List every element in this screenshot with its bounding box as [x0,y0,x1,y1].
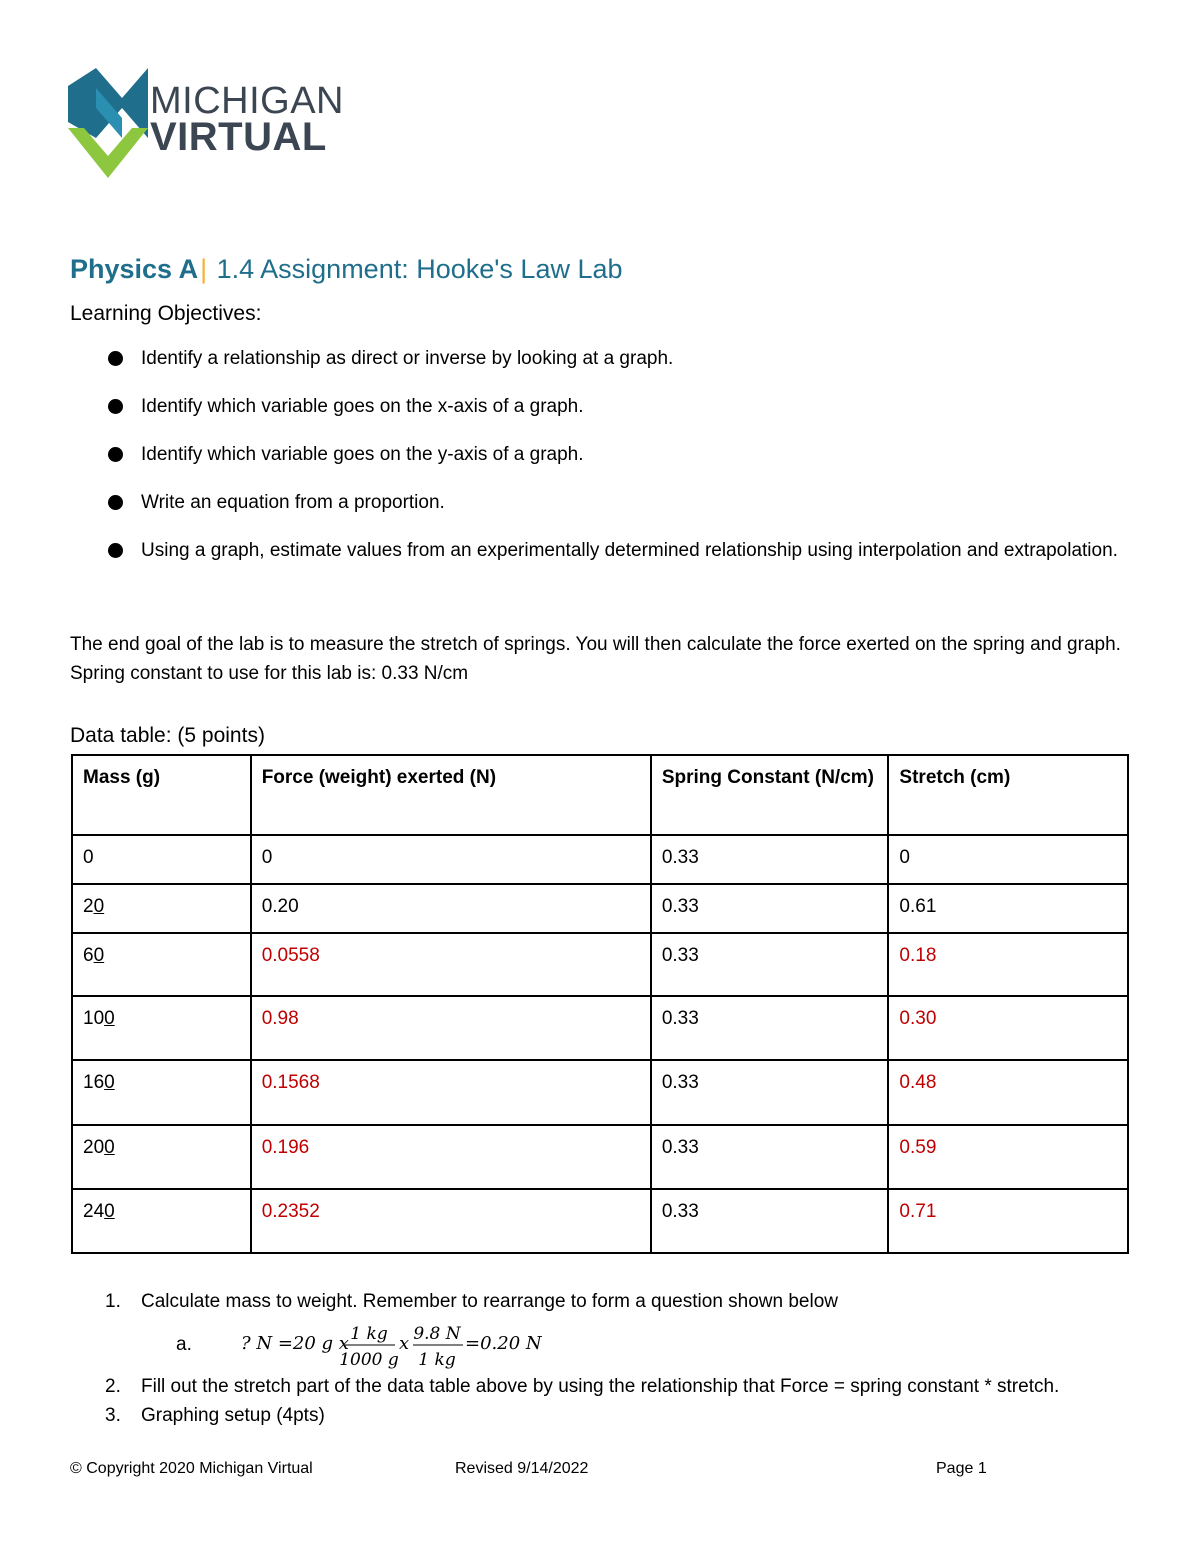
conversion-formula [141,1316,1135,1372]
logo-chevron [68,128,148,178]
logo-wordmark-line1: MICHIGAN [150,80,344,122]
stretch-cell: 0.59 [888,1125,1128,1189]
objective-item [108,484,1138,521]
bullet-icon [108,399,123,414]
learning-objectives-list [108,340,1138,580]
formula-times: x [399,1333,410,1354]
bullet-icon [108,543,123,558]
objective-item [108,532,1138,569]
instruction-item [105,1401,1135,1430]
force-cell: 0.20 [251,884,651,933]
step-number: 2. [105,1376,121,1397]
mass-cell: 240 [72,1189,251,1253]
column-header: Stretch (cm) [888,755,1128,835]
force-cell: 0.196 [251,1125,651,1189]
spring-constant-cell: 0.33 [651,835,889,884]
logo-wordmark-line2: VIRTUAL [150,115,327,159]
mass-cell: 60 [72,933,251,996]
stretch-cell: 0.48 [888,1060,1128,1125]
force-cell: 0 [251,835,651,884]
stretch-cell: 0 [888,835,1128,884]
instruction-item [105,1287,1135,1316]
spring-constant-cell: 0.33 [651,996,889,1060]
force-cell: 0.0558 [251,933,651,996]
stretch-cell: 0.61 [888,884,1128,933]
instruction-item [105,1372,1135,1401]
assignment-name: 1.4 Assignment: Hooke's Law Lab [216,254,623,284]
learning-objectives-heading: Learning Objectives: [70,302,262,325]
step-text: Calculate mass to weight. Remember to rearrange to form a question shown below [141,1291,839,1312]
spring-constant-cell: 0.33 [651,1060,889,1125]
objective-item [108,388,1138,425]
sub-item-label: a. [176,1334,192,1355]
objective-text: Identify which variable goes on the y-axis of a graph. [141,444,584,465]
spring-constant-cell: 0.33 [651,933,889,996]
instructions-list [105,1287,1135,1430]
stretch-cell: 0.30 [888,996,1128,1060]
table-row [72,996,1128,1060]
objective-item [108,436,1138,473]
fraction2-denominator: 1 kg [418,1350,456,1370]
column-header: Mass (g) [72,755,251,835]
fraction1-numerator: 1 kg [350,1324,388,1344]
mass-cell: 0 [72,835,251,884]
data-table [71,754,1129,1254]
force-cell: 0.2352 [251,1189,651,1253]
table-row [72,1060,1128,1125]
column-header: Spring Constant (N/cm) [651,755,889,835]
footer-page-number: Page 1 [936,1460,987,1477]
table-row [72,933,1128,996]
fraction2-numerator: 9.8 N [413,1324,461,1344]
stretch-cell: 0.18 [888,933,1128,996]
mass-cell: 160 [72,1060,251,1125]
bullet-icon [108,447,123,462]
table-row [72,884,1128,933]
table-row [72,1189,1128,1253]
spring-constant-cell: 0.33 [651,1125,889,1189]
mass-cell: 20 [72,884,251,933]
table-row [72,1125,1128,1189]
force-cell: 0.98 [251,996,651,1060]
step-number: 1. [105,1291,121,1312]
footer-copyright: © Copyright 2020 Michigan Virtual [70,1460,313,1477]
step-text: Fill out the stretch part of the data table above by using the relationship that Force = spring constant * stretch. [141,1376,1060,1397]
mass-cell: 100 [72,996,251,1060]
course-name: Physics A [70,254,199,284]
formula-rhs: =0.20 N [465,1333,542,1354]
column-header: Force (weight) exerted (N) [251,755,651,835]
objective-item [108,340,1138,377]
formula-math [241,1318,601,1372]
formula-lhs: ? N =20 g x [241,1333,349,1354]
force-cell: 0.1568 [251,1060,651,1125]
table-row [72,835,1128,884]
title-separator: | [200,254,208,284]
objective-text: Identify a relationship as direct or inverse by looking at a graph. [141,348,674,369]
stretch-cell: 0.71 [888,1189,1128,1253]
page-title [70,254,623,285]
spring-constant-cell: 0.33 [651,884,889,933]
spring-constant-cell: 0.33 [651,1189,889,1253]
data-table-heading: Data table: (5 points) [70,724,265,747]
intro-paragraph: The end goal of the lab is to measure the stretch of springs. You will then calculate the force exerted on the spring and graph. Spring constant to use for this lab is: 0.33 N/cm [70,634,1121,684]
objective-text: Identify which variable goes on the x-axis of a graph. [141,396,584,417]
objective-text: Write an equation from a proportion. [141,492,445,513]
objective-text: Using a graph, estimate values from an experimentally determined relationship using interpolation and extrapolation. [141,540,1118,561]
bullet-icon [108,495,123,510]
footer-revised: Revised 9/14/2022 [455,1460,589,1477]
mass-cell: 200 [72,1125,251,1189]
step-text: Graphing setup (4pts) [141,1405,325,1426]
bullet-icon [108,351,123,366]
step-number: 3. [105,1405,121,1426]
fraction1-denominator: 1000 g [339,1350,399,1370]
table-header-row [72,755,1128,835]
